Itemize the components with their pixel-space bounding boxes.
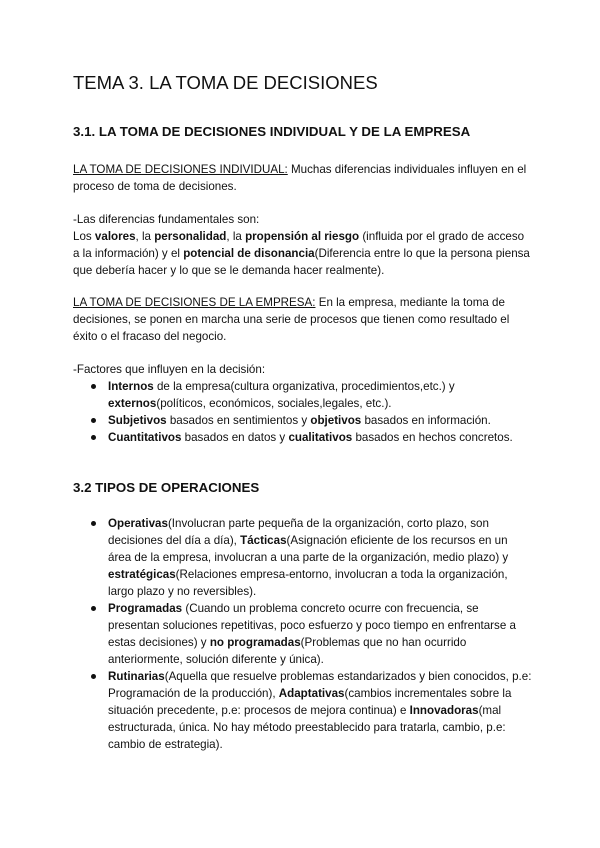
op-text: (Cuando un problema concreto ocurre con frecuencia, se presentan soluciones repetitivas, poco esfuerzo y poco tiempo en enfrentarse a estas decisiones) y (108, 602, 516, 649)
op-bold: no programadas (209, 636, 301, 649)
factor-bold: externos (108, 397, 157, 410)
empresa-paragraph (73, 294, 533, 345)
factor-text: basados en información. (361, 414, 491, 427)
section-heading-3-2: 3.2 TIPOS DE OPERACIONES (73, 480, 260, 495)
op-bold: estratégicas (108, 568, 176, 581)
factor-text: (políticos, económicos, sociales,legales, etc.). (156, 397, 392, 410)
diff-text-2: , la (226, 230, 246, 243)
factor-text: de la empresa(cultura organizativa, procedimientos,etc.) y (153, 380, 455, 393)
individual-label: LA TOMA DE DECISIONES INDIVIDUAL: (73, 163, 288, 176)
op-text: (Problemas que no han ocurrido anteriormente, solución diferente y única). (108, 636, 467, 666)
op-bold: Rutinarias (108, 670, 165, 683)
diff-bold-valores: valores (94, 230, 136, 243)
factor-text: basados en sentimientos y (166, 414, 311, 427)
factors-intro: -Factores que influyen en la decisión: (73, 363, 266, 376)
diff-bold-riesgo: propensión al riesgo (245, 230, 360, 243)
factor-text: basados en datos y (181, 431, 289, 444)
op-text: (cambios incrementales sobre la situación precedente, p.e: procesos de mejora continua) e (108, 687, 512, 717)
individual-text: Muchas diferencias individuales influyen en el proceso de toma de decisiones. (73, 163, 527, 193)
list-item (73, 429, 533, 446)
diff-text-3: (influida por el grado de acceso a la información) y el (73, 230, 525, 260)
factor-text: basados en hechos concretos. (352, 431, 513, 444)
factor-bold: Internos (108, 380, 154, 393)
list-item (73, 515, 533, 600)
factors-list (73, 378, 533, 446)
op-text: (Asignación eficiente de los recursos en un área de la empresa, involucran a una parte de la organización, medio plazo) y (108, 534, 509, 564)
individual-paragraph (73, 161, 533, 195)
empresa-label: LA TOMA DE DECISIONES DE LA EMPRESA: (73, 296, 316, 309)
section-heading-3-1: 3.1. LA TOMA DE DECISIONES INDIVIDUAL Y DE LA EMPRESA (73, 124, 471, 139)
diff-text-0: Los (73, 230, 95, 243)
empresa-text: En la empresa, mediante la toma de decisiones, se ponen en marcha una serie de procesos que tienen como resultado el éxito o el fracaso del negocio. (73, 296, 510, 343)
differences-paragraph (73, 228, 533, 279)
list-item (73, 668, 533, 753)
op-text: (Aquella que resuelve problemas estandarizados y bien conocidos, p.e: Programación de la producción), (108, 670, 532, 700)
diff-text-1: , la (135, 230, 155, 243)
op-text: (Involucran parte pequeña de la organización, corto plazo, son decisiones del día a día), (108, 517, 489, 547)
factor-bold: objetivos (310, 414, 362, 427)
differences-intro: -Las diferencias fundamentales son: (73, 213, 260, 226)
diff-text-4: (Diferencia entre lo que la persona piensa que debería hacer y lo que se le demanda hacer realmente). (73, 247, 530, 277)
operations-list (73, 515, 533, 753)
op-text: (Relaciones empresa-entorno, involucran a toda la organización, largo plazo y no reversibles). (108, 568, 508, 598)
document-title: TEMA 3. LA TOMA DE DECISIONES (73, 72, 378, 93)
list-item (73, 600, 533, 668)
op-bold: Programadas (108, 602, 183, 615)
op-bold: Operativas (108, 517, 168, 530)
list-item (73, 412, 533, 429)
op-bold: Adaptativas (278, 687, 345, 700)
diff-bold-personalidad: personalidad (154, 230, 227, 243)
diff-bold-disonancia: potencial de disonancia (183, 247, 315, 260)
op-text: (mal estructurada, única. No hay método preestablecido para tratarla, cambio, p.e: cambio de estrategia). (108, 704, 506, 751)
op-bold: Innovadoras (409, 704, 479, 717)
list-item (73, 378, 533, 412)
factor-bold: cualitativos (288, 431, 353, 444)
op-bold: Tácticas (240, 534, 287, 547)
factor-bold: Subjetivos (108, 414, 167, 427)
factor-bold: Cuantitativos (108, 431, 182, 444)
